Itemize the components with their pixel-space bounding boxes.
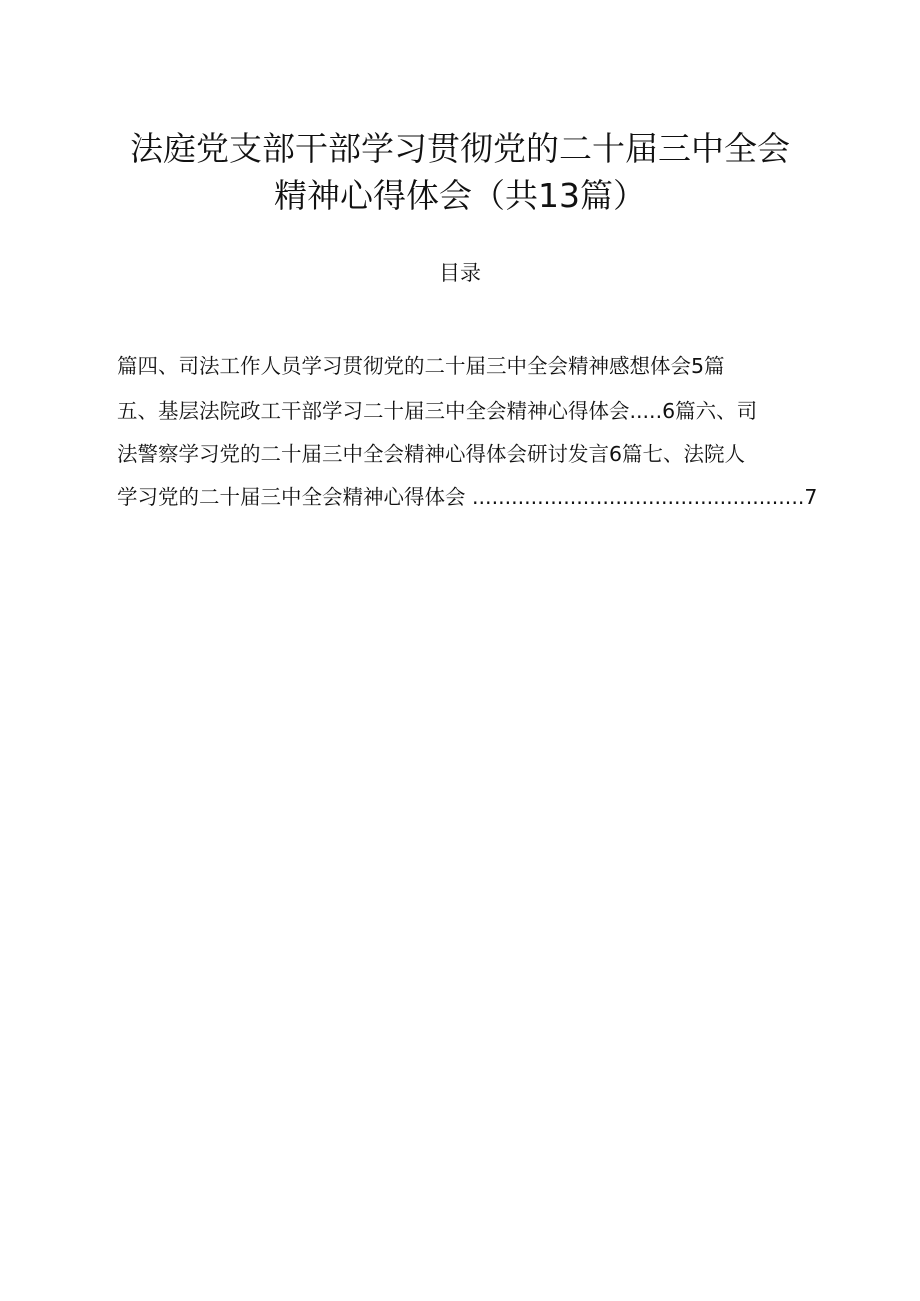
toc-line: 法警察学习党的二十届三中全会精神心得体会研讨发言6篇七、法院人 xyxy=(117,442,746,466)
toc-line: 五、基层法院政工干部学习二十届三中全会精神心得体会.....6篇六、司 xyxy=(117,399,758,423)
toc-line: 篇四、司法工作人员学习贯彻党的二十届三中全会精神感想体会5篇 xyxy=(117,354,725,378)
document-title-line-2: 精神心得体会（共13篇） xyxy=(274,176,646,215)
document-title-line-1: 法庭党支部干部学习贯彻党的二十届三中全会 xyxy=(130,129,790,168)
toc-line: 学习党的二十届三中全会精神心得体会 ...................................................7 xyxy=(117,485,818,509)
toc-heading: 目录 xyxy=(439,261,481,285)
